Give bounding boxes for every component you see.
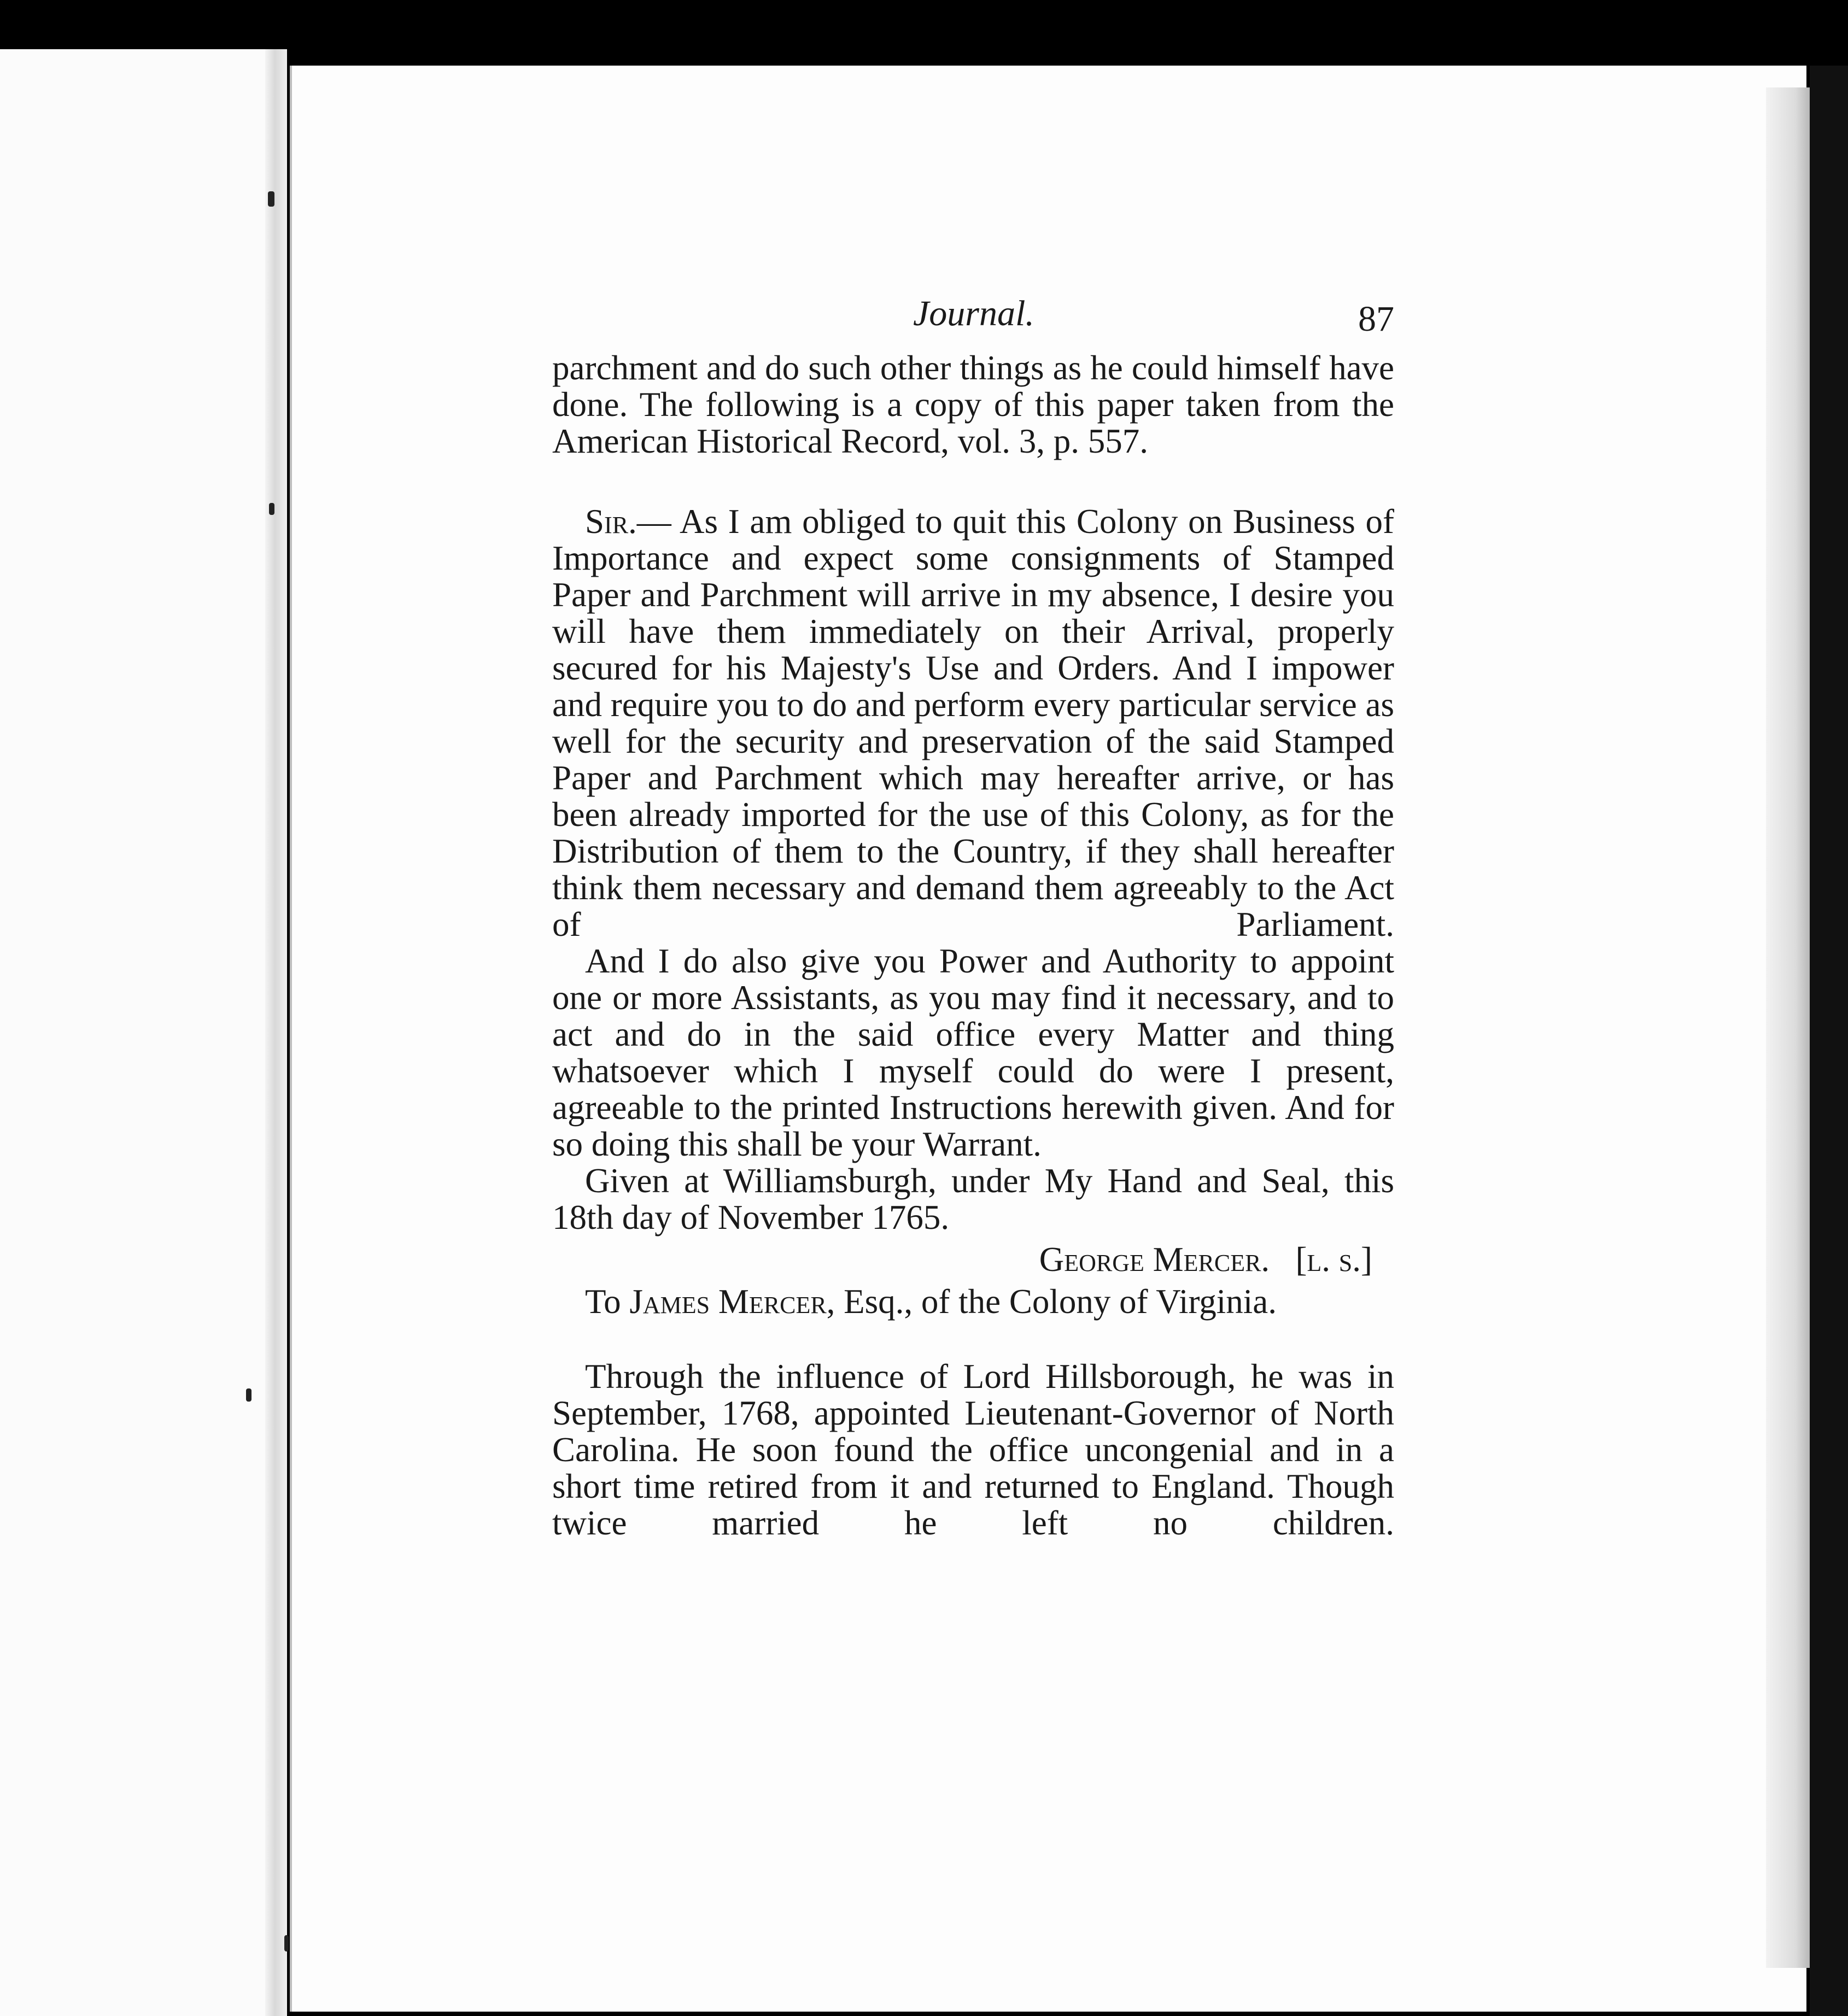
running-head bbox=[552, 295, 1394, 350]
intro-paragraph: parchment and do such other things as he could himself have done. The following is a copy of this paper taken from the American Historical Record, vol. 3, p. 557. bbox=[552, 349, 1394, 460]
left-blank-page bbox=[0, 49, 284, 2016]
addressee-name: James Mercer, bbox=[629, 1282, 835, 1321]
gutter-mark bbox=[246, 1388, 252, 1402]
closing-paragraph: Through the influence of Lord Hillsborough, he was in September, 1768, appointed Lieutenant-Governor of North Carolina. He soon found the office uncongenial and in a short time retired from it and returned to England. Though twice married he left no children. bbox=[552, 1357, 1394, 1542]
addressee-prefix: To bbox=[585, 1282, 621, 1321]
salutation: Sir. bbox=[585, 502, 637, 541]
signatory-name: George Mercer. bbox=[1039, 1240, 1270, 1279]
scan-border bbox=[1810, 66, 1848, 2016]
letter-paragraph-1 bbox=[552, 503, 1394, 943]
addressee-line bbox=[552, 1284, 1394, 1320]
letter-paragraph-2: And I do also give you Power and Authority to appoint one or more Assistants, as you may find it necessary, and to act and do in the said office every Matter and thing whatsoever which I myself could do were I present, agreeable to the printed Instructions herewith given. And for so doing this shall be your Warrant. bbox=[552, 942, 1394, 1163]
gutter-mark bbox=[269, 503, 274, 515]
signature-line bbox=[552, 1241, 1394, 1278]
letter-paragraph-1-text: — As I am obliged to quit this Colony on Business of Importance and expect some consignments of Stamped Paper and Parchment will arrive in my absence, I desire you will have them immediately on their Arrival, properly secured for his Majesty's Use and Orders. And I impower and require you to do and perform every particular service as well for the security and preservation of the said Stamped Paper and Parchment which may hereafter arrive, or has been already imported for the use of this Colony, as for the Distribution of them to the Country, if they shall hereafter think them necessary and demand them agreeably to the Act of Parliament. bbox=[552, 502, 1394, 943]
addressee-suffix: Esq., of the Colony of Virginia. bbox=[844, 1282, 1277, 1321]
page-number: 87 bbox=[1358, 299, 1394, 339]
gutter-mark bbox=[268, 191, 274, 207]
running-title: Journal. bbox=[913, 294, 1034, 333]
page-text bbox=[552, 295, 1394, 1542]
page-fore-edge bbox=[1766, 87, 1815, 1968]
seal-mark: [l. s.] bbox=[1295, 1240, 1372, 1279]
gutter-mark bbox=[284, 1935, 289, 1951]
left-page-gutter bbox=[265, 49, 287, 2016]
letter-dateline: Given at Williamsburgh, under My Hand and Seal, this 18th day of November 1765. bbox=[552, 1162, 1394, 1236]
